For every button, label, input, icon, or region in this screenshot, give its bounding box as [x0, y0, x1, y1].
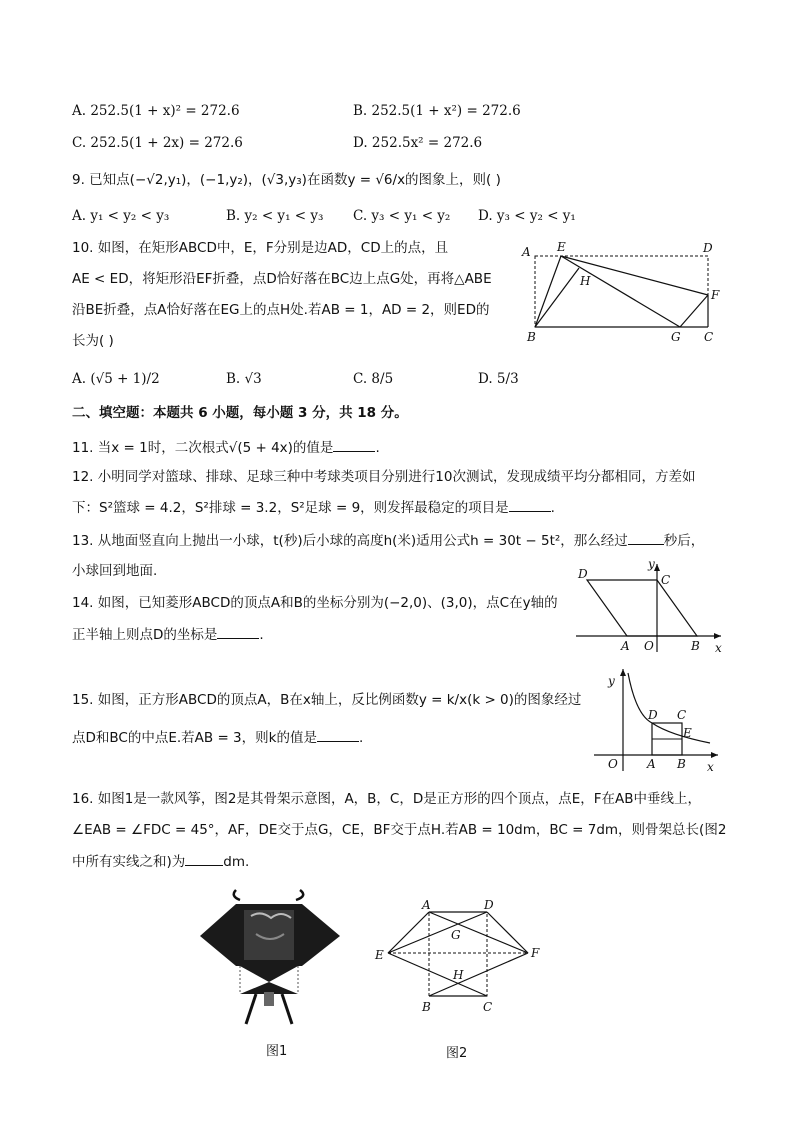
q11-end: .	[375, 440, 380, 456]
q15-line2: 点D和BC的中点E.若AB = 3，则k的值是	[72, 730, 317, 746]
q12-end: .	[550, 500, 555, 516]
q13-line2: 小球回到地面.	[72, 563, 158, 579]
q16-line3-wrap	[72, 851, 249, 872]
q16-skeleton-figure	[372, 896, 552, 1020]
q15-label-d: D	[648, 708, 658, 722]
q14-label-b: B	[691, 639, 700, 653]
q14-label-y: y	[648, 557, 655, 571]
q14-end: .	[259, 627, 264, 643]
q16-end: dm.	[223, 854, 250, 870]
q8-option-d: D. 252.5x² = 272.6	[353, 135, 483, 151]
q14-label-c: C	[661, 573, 671, 587]
q13-answer-blank	[628, 530, 664, 545]
q13-line1-wrap	[72, 530, 704, 551]
q15-label-x: x	[707, 760, 714, 774]
q10-line3: 沿BE折叠，点A恰好落在EG上的点H处.若AB = 1，AD = 2，则ED的	[72, 302, 490, 318]
q16-fig2-label-c: C	[483, 1000, 493, 1014]
q16-fig2-label-f: F	[531, 946, 540, 960]
q9-option-d: D. y₃ < y₂ < y₁	[478, 208, 576, 224]
q10-label-e: E	[557, 240, 566, 254]
q15-line1: 15. 如图，正方形ABCD的顶点A，B在x轴上，反比例函数y = k/x(k > 0)的图象经过	[72, 692, 582, 708]
q10-line2: AE < ED，将矩形沿EF折叠，点D恰好落在BC边上点G处，再将△ABE	[72, 271, 492, 287]
q14-label-o: O	[644, 639, 654, 653]
q10-label-f: F	[711, 288, 720, 302]
q10-rectangle-figure	[515, 238, 725, 348]
q8-option-a: A. 252.5(1 + x)² = 272.6	[72, 103, 240, 119]
q16-fig2-caption: 图2	[446, 1046, 468, 1061]
q15-label-a: A	[647, 757, 656, 771]
q10-label-a: A	[522, 245, 531, 259]
q12-line2: 下：S²篮球 = 4.2，S²排球 = 3.2，S²足球 = 9，则发挥最稳定的项目是	[72, 500, 509, 516]
q10-label-d: D	[703, 241, 713, 255]
q15-label-o: O	[608, 757, 618, 771]
q10-option-b: B. √3	[226, 371, 262, 387]
q9-stem: 9. 已知点(−√2,y₁)，(−1,y₂)，(√3,y₃)在函数y = √6/x的图象上，则( )	[72, 172, 501, 188]
q14-label-x: x	[715, 641, 722, 655]
q8-option-b: B. 252.5(1 + x²) = 272.6	[353, 103, 521, 119]
q16-fig2-label-a: A	[422, 898, 431, 912]
q15-label-e: E	[683, 726, 692, 740]
q15-hyperbola-figure	[590, 665, 725, 775]
q14-label-d: D	[578, 567, 588, 581]
q10-line1: 10. 如图，在矩形ABCD中，E，F分别是边AD，CD上的点，且	[72, 240, 449, 256]
q10-label-h: H	[580, 274, 591, 288]
q16-answer-blank	[185, 851, 223, 866]
q12-answer-blank	[509, 497, 551, 512]
q12-line1: 12. 小明同学对篮球、排球、足球三种中考球类项目分别进行10次测试，发现成绩平均分都相同，方差如	[72, 469, 696, 485]
q11	[72, 437, 380, 458]
q14-line2: 正半轴上则点D的坐标是	[72, 627, 218, 643]
q15-label-c: C	[677, 708, 687, 722]
q10-option-d: D. 5/3	[478, 371, 519, 387]
q15-answer-blank	[317, 727, 359, 742]
q16-fig2-label-b: B	[422, 1000, 431, 1014]
q10-line4: 长为( )	[72, 333, 114, 349]
q16-fig2-label-h: H	[453, 968, 464, 982]
q15-line2-wrap	[72, 727, 363, 748]
q11-answer-blank	[333, 437, 375, 452]
q14-label-a: A	[621, 639, 630, 653]
q16-line3: 中所有实线之和)为	[72, 854, 186, 870]
q9-option-a: A. y₁ < y₂ < y₃	[72, 208, 170, 224]
q15-end: .	[358, 730, 364, 746]
q12-line2-wrap	[72, 497, 555, 518]
q11-text: 11. 当x = 1时，二次根式√(5 + 4x)的值是	[72, 440, 334, 456]
q14-line2-wrap	[72, 624, 264, 645]
q16-fig1-caption: 图1	[266, 1044, 288, 1059]
q9-option-b: B. y₂ < y₁ < y₃	[226, 208, 324, 224]
q16-fig2-label-e: E	[375, 948, 384, 962]
q16-line1: 16. 如图1是一款风筝，图2是其骨架示意图，A，B，C，D是正方形的四个顶点，点E，F在AB中垂线上，	[72, 791, 702, 807]
q15-label-y: y	[608, 674, 615, 688]
section2-heading: 二、填空题：本题共 6 小题，每小题 3 分，共 18 分。	[72, 405, 408, 421]
q15-label-b: B	[677, 757, 686, 771]
q10-label-g: G	[671, 330, 681, 344]
q10-option-a: A. (√5 + 1)/2	[72, 371, 160, 387]
q14-line1: 14. 如图，已知菱形ABCD的顶点A和B的坐标分别为(−2,0)、(3,0)，点C在y轴的	[72, 595, 558, 611]
q16-line2: ∠EAB = ∠FDC = 45°，AF，DE交于点G，CE，BF交于点H.若AB = 10dm，BC = 7dm，则骨架总长(图2	[72, 822, 727, 838]
q9-option-c: C. y₃ < y₁ < y₂	[353, 208, 451, 224]
q16-fig2-label-g: G	[451, 928, 461, 942]
q8-option-c: C. 252.5(1 + 2x) = 272.6	[72, 135, 243, 151]
q16-kite-photo	[196, 886, 344, 1028]
q13-line1: 13. 从地面竖直向上抛出一小球，t(秒)后小球的高度h(米)适用公式h = 30t − 5t²，那么经过	[72, 533, 628, 549]
q16-fig2-label-d: D	[484, 898, 494, 912]
q14-answer-blank	[217, 624, 259, 639]
q10-label-c: C	[704, 330, 714, 344]
q10-label-b: B	[527, 330, 536, 344]
q10-option-c: C. 8/5	[353, 371, 394, 387]
q13-line1b: 秒后，	[663, 533, 705, 549]
q14-rhombus-figure	[573, 556, 733, 658]
